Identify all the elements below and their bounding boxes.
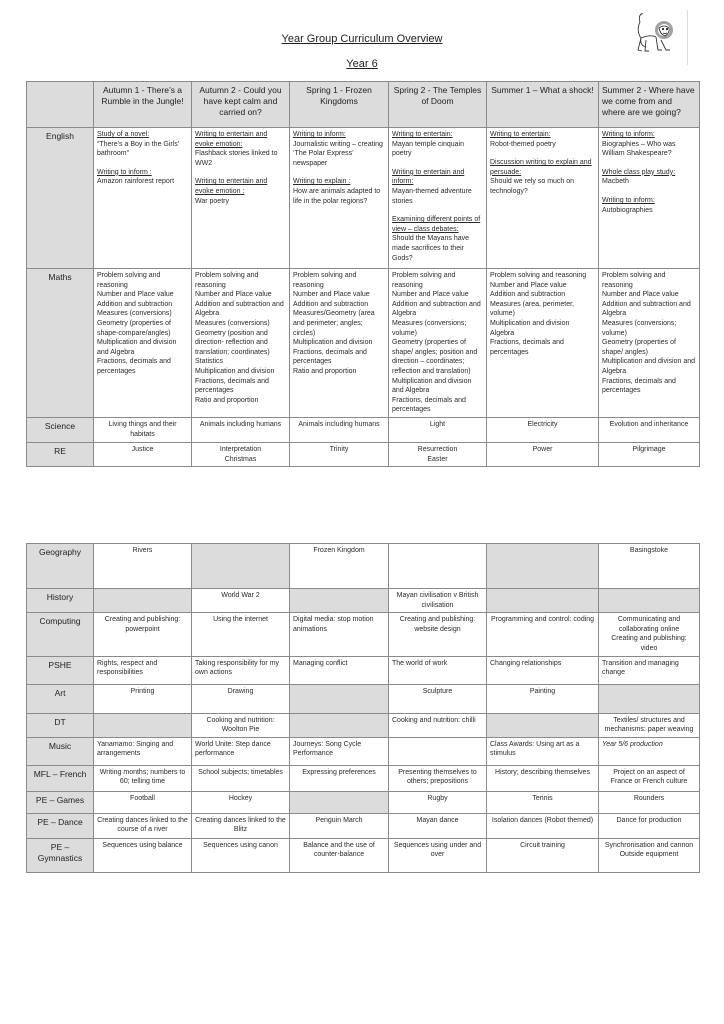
pe-gym-cell [290,838,389,872]
cell-text: Robot-themed poetry [490,140,556,148]
cell-text: Mayan-themed adventure stories [392,187,472,205]
cell-line: Algebra [490,329,515,337]
maths-cell [94,269,192,418]
term-header-spring-1: Spring 1 - Frozen Kingdoms [290,82,389,128]
cell-line: Sequences using canon [203,841,278,849]
cell-line: Fractions, decimals and percentages [293,348,367,366]
cell-line: Sequences using balance [102,841,183,849]
art-cell: Painting [487,684,599,713]
cell-line: Programming and control: coding [490,616,595,624]
cell-line: Addition and subtraction [293,300,369,308]
cell-line: Synchronisation and cannon [604,841,694,849]
cell-line: Fractions, decimals and percentages [490,339,564,356]
table-row-english [27,128,700,269]
science-cell: Electricity [487,417,599,442]
cell-line: Resurrection [417,445,458,453]
term-header-summer-2: Summer 2 - Where have we come from and where are we going? [599,82,700,128]
cell-heading: Writing to inform: [602,196,655,204]
cell-text: Macbeth [602,178,629,186]
cell-line: Problem solving and reasoning [490,272,587,279]
computing-cell [487,613,599,656]
english-cell [94,128,192,269]
cell-line: Measures/Geometry (area and perimeter; angles; circles) [293,310,375,337]
table-row-history [27,589,700,613]
history-cell-empty [599,589,700,613]
cell-heading: Discussion writing to explain and persuade: [490,159,592,176]
table-row-dt [27,713,700,737]
computing-cell [192,613,290,656]
music-cell: World Unite: Step dance performance [192,737,290,765]
table-row-maths [27,269,700,418]
re-cell [487,442,599,466]
cell-line: PE – [50,841,70,852]
cell-line: Addition and subtraction [490,291,566,299]
dt-cell: Textiles/ structures and mechanisms: paper weaving [599,713,700,737]
subject-label-pe-games: PE – Games [27,791,94,813]
dt-cell-empty [290,713,389,737]
re-cell [599,442,700,466]
cell-text: War poetry [195,197,229,205]
cell-line: Gymnastics [37,852,83,863]
cell-heading: Writing to entertain and inform: [392,168,465,186]
pe-games-cell: Rounders [599,791,700,813]
art-cell: Printing [94,684,192,713]
cell-heading: Whole class play study: [602,168,676,176]
cell-line: Communicating and collaborating online [617,616,681,633]
spacer [392,159,483,168]
cell-line: Multiplication and division [490,319,570,327]
cell-text: Journalistic writing – creating ‘The Polar Express’ newspaper [293,140,383,167]
curriculum-table-core [26,81,700,467]
document-subtitle: Year 6 [346,58,378,70]
subject-label-pe-gymnastics [27,838,94,872]
subject-label-mfl-french: MFL – French [27,765,94,791]
art-cell-empty [599,684,700,713]
maths-cell [192,269,290,418]
cell-heading: Writing to explain : [293,178,351,186]
cell-heading: Writing to entertain: [490,131,551,138]
history-cell: Mayan civilisation v British civilisation [389,589,487,613]
term-header-autumn-2: Autumn 2 - Could you have kept calm and carried on? [192,82,290,128]
computing-cell [389,613,487,656]
cell-heading: Writing to entertain and evoke emotion : [195,178,268,195]
science-cell: Living things and their habitats [94,417,192,442]
subject-label-maths: Maths [27,269,94,418]
subject-label-computing: Computing [27,613,94,656]
table-row-pshe [27,656,700,684]
english-cell [389,128,487,269]
cell-line: Fractions, decimals and percentages [97,358,171,375]
art-cell-empty [290,684,389,713]
maths-cell [599,269,700,418]
geography-cell-empty [389,544,487,589]
pe-dance-cell: Creating dances linked to the Blitz [192,813,290,838]
cell-line: Balance and the use of counter-balance [303,841,375,859]
pe-games-cell: Hockey [192,791,290,813]
cell-text: Flashback stories linked to WW2 [195,150,278,167]
cell-line: Easter [427,455,448,463]
cell-line: Measures (conversions) [195,319,270,327]
pshe-cell: The world of work [389,656,487,684]
cell-line: Fractions, decimals and percentages [195,377,269,395]
pe-dance-cell: Dance for production [599,813,700,838]
english-cell [487,128,599,269]
computing-cell [94,613,192,656]
english-cell [290,128,389,269]
cell-line: Addition and subtraction and Algebra [602,300,691,318]
re-cell [192,442,290,466]
cell-line: Addition and subtraction and Algebra [392,300,481,318]
cell-text: Should the Mayans have made sacrifices to their Gods? [392,235,470,262]
cell-heading: Writing to inform: [293,131,346,138]
dt-cell: Cooking and nutrition: chilli [389,713,487,737]
cell-line: Creating and publishing: website design [399,616,476,633]
cell-text: Biographies – Who was William Shakespeare? [602,140,676,158]
subject-label-history: History [27,589,94,613]
pe-games-cell: Tennis [487,791,599,813]
corner-cell [27,82,94,128]
pshe-cell: Transition and managing change [599,656,700,684]
cell-line: Ratio and proportion [195,396,259,404]
music-cell-empty [389,737,487,765]
cell-line: Fractions, decimals and percentages [392,396,466,414]
table-row-pe-gymnastics [27,838,700,872]
table-row-geography [27,544,700,589]
lion-logo-icon [628,10,684,60]
cell-line: Problem solving and reasoning [602,272,666,289]
art-cell: Sculpture [389,684,487,713]
cell-heading: Writing to entertain: [392,131,453,138]
cell-line: Christmas [224,455,257,463]
cell-text: Amazon rainforest report [97,178,175,186]
subject-label-pshe: PSHE [27,656,94,684]
subject-label-pe-dance: PE – Dance [27,813,94,838]
cell-line: Geometry (properties of shape-compare/angles) [97,319,171,337]
maths-cell [389,269,487,418]
cell-line: Ratio and proportion [293,367,357,375]
cell-line: Fractions, decimals and percentages [602,377,676,395]
pshe-cell: Taking responsibility for my own actions [192,656,290,684]
science-cell: Light [389,417,487,442]
document-title: Year Group Curriculum Overview [281,33,443,45]
table-row-pe-games [27,791,700,813]
subject-label-music: Music [27,737,94,765]
cell-heading: Writing to entertain and evoke emotion: [195,131,268,148]
cell-text: Autobiographies [602,206,653,214]
cell-line: Sequences using under and over [393,841,482,859]
cell-line: Power [532,445,553,453]
mfl-cell: History; describing themselves [487,765,599,791]
cell-text: “There’s a Boy in the Girls’ bathroom” [97,140,180,158]
pe-gym-cell [94,838,192,872]
header-row [27,82,700,128]
pe-dance-cell: Isolation dances (Robot themed) [487,813,599,838]
cell-line: Interpretation [219,445,262,453]
cell-heading: Examining different points of view – class debates: [392,216,481,233]
music-cell: Class Awards: Using art as a stimulus [487,737,599,765]
cell-line: Measures (conversions; volume) [602,319,677,337]
cell-line: Geometry (properties of shape/ angles) [602,339,676,356]
re-cell [290,442,389,466]
history-cell-empty [94,589,192,613]
cell-line: Statistics [195,358,224,366]
logo-divider [687,10,688,65]
science-cell: Evolution and inheritance [599,417,700,442]
science-cell: Animals including humans [290,417,389,442]
spacer [97,159,188,168]
cell-line: Number and Place value [490,281,567,289]
term-header-spring-2: Spring 2 - The Temples of Doom [389,82,487,128]
cell-line: Problem solving and reasoning [97,272,161,289]
table-row-computing [27,613,700,656]
pe-games-cell: Football [94,791,192,813]
cell-line: Measures (conversions; volume) [392,319,467,337]
cell-line: Measures (conversions) [97,310,172,318]
cell-line: Problem solving and reasoning [392,272,456,289]
table-row-art [27,684,700,713]
pe-games-cell-empty [290,791,389,813]
spacer [602,187,696,196]
cell-heading: Study of a novel: [97,131,150,138]
cell-line: Number and Place value [97,291,174,299]
geography-cell: Frozen Kingdom [290,544,389,589]
geography-cell-empty [192,544,290,589]
cell-line: Pilgrimage [632,445,666,453]
music-cell: Yanamamo: Singing and arrangements [94,737,192,765]
pe-dance-cell: Penguin March [290,813,389,838]
cell-line: Number and Place value [293,291,370,299]
cell-line: Geometry (position and direction- reflection and translation; coordinates) [195,329,270,356]
cell-text: Should we rely so much on technology? [490,178,575,195]
cell-heading: Writing to inform : [97,168,152,176]
pe-gym-cell [487,838,599,872]
term-header-autumn-1: Autumn 1 - There’s a Rumble in the Jungle! [94,82,192,128]
cell-heading: Writing to inform: [602,131,655,138]
geography-cell: Rivers [94,544,192,589]
spacer [392,206,483,215]
spacer [490,149,595,158]
table-row-re [27,442,700,466]
mfl-cell: Expressing preferences [290,765,389,791]
pe-gym-cell [192,838,290,872]
subject-label-re: RE [27,442,94,466]
history-cell-empty [487,589,599,613]
cell-line: Trinity [329,445,349,453]
table-row-pe-dance [27,813,700,838]
cell-line: Addition and subtraction and Algebra [195,300,284,318]
cell-line: Using the internet [213,616,268,624]
spacer [195,168,286,177]
pshe-cell: Managing conflict [290,656,389,684]
cell-text: How are animals adapted to life in the polar regions? [293,187,381,205]
maths-cell [487,269,599,418]
cell-line: Number and Place value [195,291,272,299]
computing-cell [290,613,389,656]
subject-label-science: Science [27,417,94,442]
table-row-science [27,417,700,442]
cell-line: Number and Place value [602,291,679,299]
subject-label-english: English [27,128,94,269]
cell-line: Addition and subtraction [97,300,173,308]
english-cell [599,128,700,269]
cell-line: Multiplication and division and Algebra [392,377,472,395]
pshe-cell: Changing relationships [487,656,599,684]
subject-label-art: Art [27,684,94,713]
subject-label-geography: Geography [27,544,94,589]
music-cell: Year 5/6 production [599,737,700,765]
cell-line: Multiplication and division and Algebra [97,339,177,356]
term-header-summer-1: Summer 1 – What a shock! [487,82,599,128]
geography-cell: Basingstoke [599,544,700,589]
pe-dance-cell: Creating dances linked to the course of a river [94,813,192,838]
cell-line: Creating and publishing: powerpoint [104,616,181,633]
cell-text: Mayan temple cinquain poetry [392,140,464,158]
cell-line: Multiplication and division [195,367,275,375]
english-cell [192,128,290,269]
dt-cell: Cooking and nutrition: Woolton Pie [192,713,290,737]
mfl-cell: School subjects; timetables [192,765,290,791]
pe-gym-cell [389,838,487,872]
cell-line: Problem solving and reasoning [195,272,259,289]
pe-games-cell: Rugby [389,791,487,813]
dt-cell-empty [94,713,192,737]
dt-cell-empty [487,713,599,737]
science-cell: Animals including humans [192,417,290,442]
pe-gym-cell [599,838,700,872]
table-row-mfl-french [27,765,700,791]
history-cell-empty [290,589,389,613]
table-row-music [27,737,700,765]
cell-line: Measures (area, perimeter, volume) [490,300,575,318]
history-cell: World War 2 [192,589,290,613]
cell-line: Creating and publishing: video [611,635,687,652]
cell-line: Geometry (properties of shape/ angles; position and direction – coordinates; reflection and translation) [392,339,478,375]
curriculum-table-foundation [26,543,700,873]
spacer [293,168,385,177]
cell-line: Circuit training [520,841,565,849]
cell-line: Problem solving and reasoning [293,272,357,289]
geography-cell-empty [487,544,599,589]
pe-dance-cell: Mayan dance [389,813,487,838]
spacer [602,159,696,168]
re-cell [94,442,192,466]
cell-line: Digital media: stop motion animations [293,616,374,633]
cell-line: Number and Place value [392,291,469,299]
re-cell [389,442,487,466]
mfl-cell: Writing months; numbers to 60; telling time [94,765,192,791]
maths-cell [290,269,389,418]
mfl-cell: Presenting themselves to others; prepositions [389,765,487,791]
music-cell: Journeys: Song Cycle Performance [290,737,389,765]
computing-cell [599,613,700,656]
cell-line: Justice [131,445,154,453]
mfl-cell: Project on an aspect of France or French culture [599,765,700,791]
art-cell: Drawing [192,684,290,713]
subject-label-dt: DT [27,713,94,737]
cell-line: Outside equipment [619,851,679,859]
pshe-cell: Rights, respect and responsibilities [94,656,192,684]
cell-line: Multiplication and division and Algebra [602,358,695,375]
cell-line: Multiplication and division [293,339,373,347]
